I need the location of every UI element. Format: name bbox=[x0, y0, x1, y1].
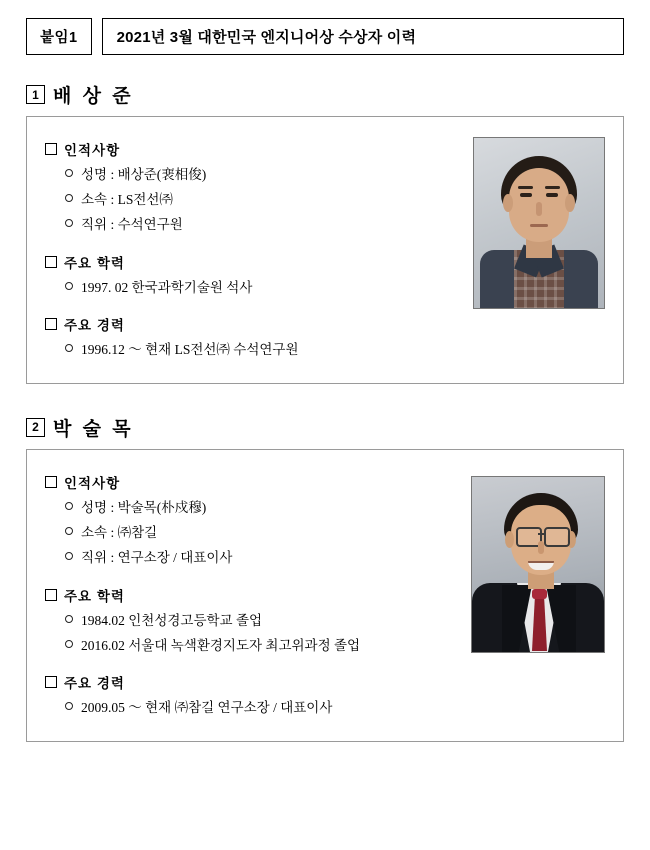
list-item-text: 1997. 02 한국과학기술원 석사 bbox=[81, 279, 253, 295]
list-item-text: 소속 : LS전선㈜ bbox=[81, 192, 173, 208]
person-number-marker-2: 2 bbox=[26, 418, 45, 437]
section-title-text: 주요 학력 bbox=[64, 588, 125, 604]
portrait-photo-1 bbox=[473, 137, 605, 309]
section-title-career-1 bbox=[45, 314, 607, 334]
square-bullet-icon bbox=[45, 589, 57, 601]
list-item-text: 성명 : 박술목(朴戍穆) bbox=[81, 499, 207, 515]
list-item-text: 2009.05 ～ 현재 ㈜참길 연구소장 / 대표이사 bbox=[81, 699, 333, 715]
person-heading-1 bbox=[26, 81, 624, 108]
list-item bbox=[65, 700, 607, 716]
square-bullet-icon bbox=[45, 256, 57, 268]
person-name-1: 배 상 준 bbox=[53, 86, 134, 107]
list-item-text: 직위 : 수석연구원 bbox=[81, 217, 183, 233]
document-title-box bbox=[102, 18, 624, 55]
circle-bullet-icon bbox=[65, 527, 73, 535]
list-item-text: 1996.12 ～ 현재 LS전선㈜ 수석연구원 bbox=[81, 341, 299, 357]
section-title-text: 주요 경력 bbox=[64, 317, 125, 333]
circle-bullet-icon bbox=[65, 702, 73, 710]
portrait-photo-2 bbox=[471, 476, 605, 653]
circle-bullet-icon bbox=[65, 344, 73, 352]
square-bullet-icon bbox=[45, 476, 57, 488]
person-card-2 bbox=[26, 449, 624, 742]
list-item bbox=[65, 342, 607, 358]
section-career-2 bbox=[43, 672, 607, 716]
page-title: 2021년 3월 대한민국 엔지니어상 수상자 이력 bbox=[116, 29, 417, 46]
square-bullet-icon bbox=[45, 676, 57, 688]
list-item-text: 직위 : 연구소장 / 대표이사 bbox=[81, 550, 233, 566]
person-heading-2 bbox=[26, 414, 624, 441]
circle-bullet-icon bbox=[65, 502, 73, 510]
circle-bullet-icon bbox=[65, 169, 73, 177]
section-career-1 bbox=[43, 314, 607, 358]
square-bullet-icon bbox=[45, 318, 57, 330]
section-title-text: 주요 경력 bbox=[64, 675, 125, 691]
person-number-marker-1: 1 bbox=[26, 85, 45, 104]
section-title-text: 인적사항 bbox=[64, 143, 121, 158]
attachment-label-box bbox=[26, 18, 92, 55]
list-item-text: 성명 : 배상준(裵相俊) bbox=[81, 167, 207, 182]
attachment-label: 붙임1 bbox=[40, 30, 78, 46]
section-title-text: 인적사항 bbox=[64, 475, 121, 491]
list-item-text: 1984.02 인천성경고등학교 졸업 bbox=[81, 612, 263, 628]
circle-bullet-icon bbox=[65, 282, 73, 290]
list-item-text: 2016.02 서울대 녹색환경지도자 최고위과정 졸업 bbox=[81, 637, 361, 653]
circle-bullet-icon bbox=[65, 194, 73, 202]
list-item-text: 소속 : ㈜참길 bbox=[81, 525, 158, 541]
person-name-2: 박 술 목 bbox=[53, 418, 134, 440]
person-card-1 bbox=[26, 116, 624, 384]
circle-bullet-icon bbox=[65, 640, 73, 648]
circle-bullet-icon bbox=[65, 552, 73, 560]
document-header bbox=[26, 18, 624, 55]
circle-bullet-icon bbox=[65, 615, 73, 623]
section-title-text: 주요 학력 bbox=[64, 255, 125, 271]
square-bullet-icon bbox=[45, 143, 57, 155]
section-title-career-2 bbox=[45, 672, 607, 692]
circle-bullet-icon bbox=[65, 219, 73, 227]
